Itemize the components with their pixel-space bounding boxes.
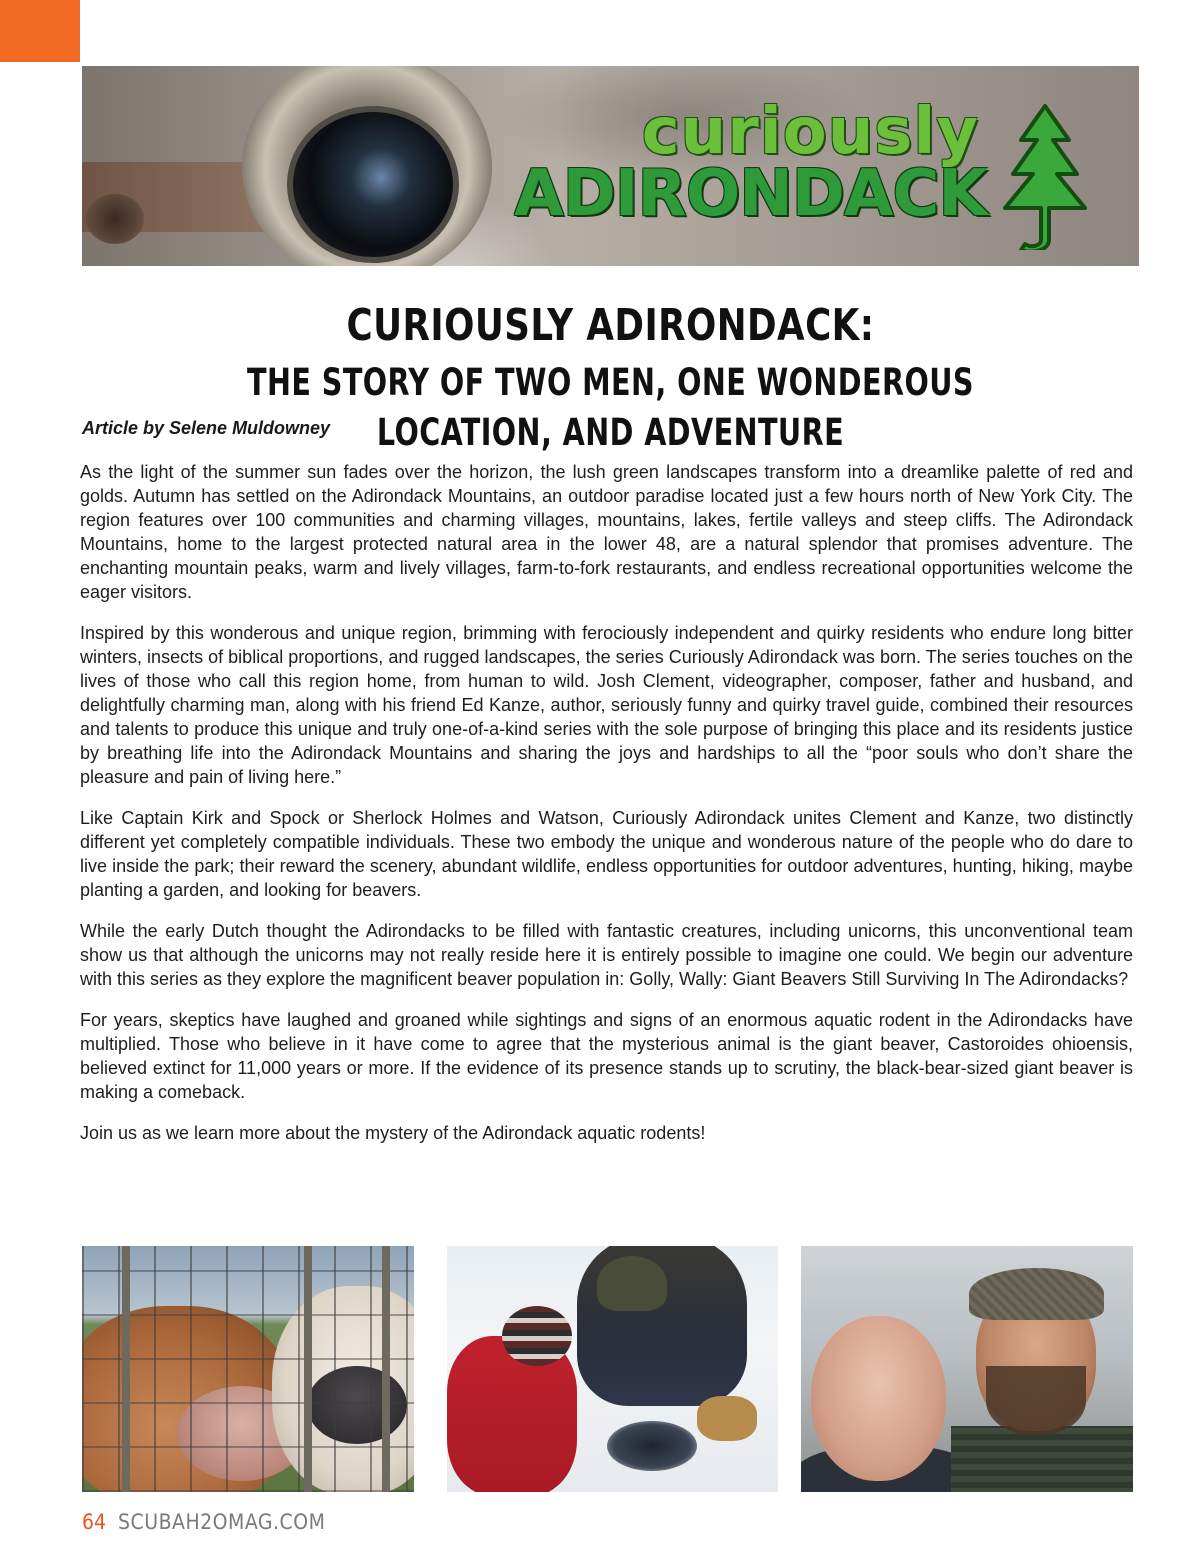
article-title-line-2: THE STORY OF TWO MEN, ONE WONDEROUS LOCATION, AND ADVENTURE xyxy=(247,361,974,454)
paragraph: While the early Dutch thought the Adirondacks to be filled with fantastic creatures, including unicorns, this unconventional team show us that although the unicorns may not really reside here it is entirely possible to imagine one could. We begin our adventure with this series as they explore the magnificent beaver population in: Golly, Wally: Giant Beavers Still Surviving In The Adirondacks? xyxy=(80,921,1133,989)
older-man-face xyxy=(811,1316,946,1481)
fence-post xyxy=(122,1246,130,1492)
fence-post xyxy=(382,1246,390,1492)
banner-spot xyxy=(86,194,144,244)
photo-two-men xyxy=(801,1246,1133,1492)
work-glove xyxy=(697,1396,757,1441)
pine-tree-icon xyxy=(991,100,1099,250)
article-title-line-1: CURIOUSLY ADIRONDACK: xyxy=(346,300,875,351)
paragraph: Inspired by this wonderous and unique region, brimming with ferociously independent and quirky residents who endure long bitter winters, insects of biblical proportions, and rugged landscapes, the series Curiously Adirondack was born. The series touches on the lives of those who call this region home, from human to wild. Josh Clement, videographer, composer, father and husband, and delightfully charming man, along with his friend Ed Kanze, author, seriously funny and quirky travel guide, combined their resources and talents to produce this unique and truly one-of-a-kind series with the sole purpose of bringing this place and its residents justice by breathing life into the Adirondack Mountains and sharing the joys and hardships to all the “poor souls who don’t share the pleasure and pain of living here.” xyxy=(80,623,1133,787)
page-footer xyxy=(82,1509,325,1535)
beard xyxy=(986,1366,1086,1436)
plaid-shirt xyxy=(951,1426,1133,1492)
corner-tab xyxy=(0,0,80,62)
photo-cows-at-fence xyxy=(82,1246,414,1492)
paragraph: Like Captain Kirk and Spock or Sherlock Holmes and Watson, Curiously Adirondack unites Clement and Kanze, two distinctly different yet completely compatible individuals. These two embody the unique and wonderous nature of the people who do dare to live inside the park; their reward the scenery, abundant wildlife, endless opportunities for outdoor adventures, hunting, hiking, maybe planting a garden, and looking for beavers. xyxy=(80,808,1133,900)
child-striped-hat xyxy=(502,1306,572,1366)
site-url: SCUBAH2OMAG.COM xyxy=(118,1510,326,1534)
paragraph: Join us as we learn more about the mystery of the Adirondack aquatic rodents! xyxy=(80,1123,706,1143)
eye-pupil xyxy=(287,106,459,263)
logo-wordmark-top: curiously xyxy=(641,95,979,169)
series-logo xyxy=(499,95,1099,250)
wire-fence xyxy=(82,1246,414,1492)
photo-ice-fishing xyxy=(447,1246,778,1492)
byline: Article by Selene Muldowney xyxy=(82,418,331,438)
flat-cap xyxy=(969,1268,1104,1320)
header-banner-image xyxy=(82,66,1139,266)
page-number: 64 xyxy=(82,1510,107,1534)
man-cap xyxy=(597,1256,667,1311)
fence-post xyxy=(304,1246,312,1492)
ice-hole xyxy=(607,1421,697,1471)
logo-wordmark-bottom: ADIRONDACK xyxy=(514,157,987,231)
article-body xyxy=(80,460,1133,1162)
paragraph: For years, skeptics have laughed and groaned while sightings and signs of an enormous aquatic rodent in the Adirondacks have multiplied. Those who believe in it have come to agree that the mysterious animal is the giant beaver, Castoroides ohioensis, believed extinct for 11,000 years or more. If the evidence of its presence stands up to scrutiny, the black-bear-sized giant beaver is making a comeback. xyxy=(80,1010,1133,1102)
paragraph: As the light of the summer sun fades over the horizon, the lush green landscapes transform into a dreamlike palette of red and golds. Autumn has settled on the Adirondack Mountains, an outdoor paradise located just a few hours north of New York City. The region features over 100 communities and charming villages, mountains, lakes, fertile valleys and steep cliffs. The Adirondack Mountains, home to the largest protected natural area in the lower 48, are a natural splendor that promises adventure. The enchanting mountain peaks, warm and lively villages, farm-to-fork restaurants, and endless recreational opportunities welcome the eager visitors. xyxy=(80,462,1133,602)
